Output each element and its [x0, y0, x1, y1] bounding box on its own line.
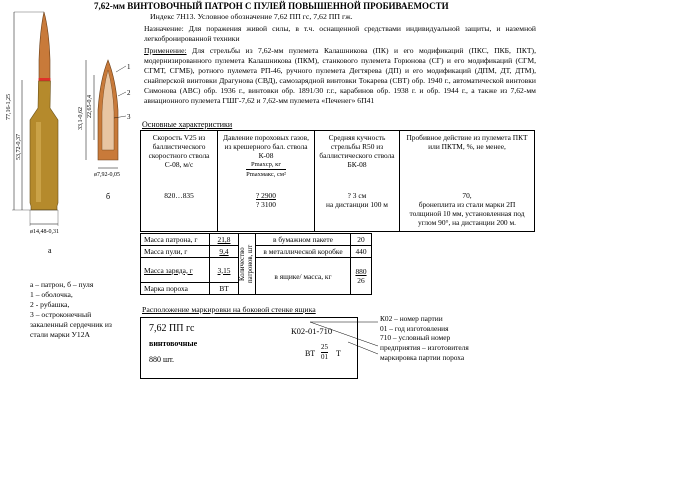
application-label: Применение: [144, 46, 187, 55]
dim-core: 22,65-0,4 [87, 95, 93, 118]
pressure-formula-1: Pmaxср, кг [250, 161, 281, 168]
mass-value: 3,15 [210, 258, 239, 283]
penetration-value-1: 70, [462, 191, 472, 200]
penetration-header: Пробивное действие из пулемета ПКТ или ПКТМ, %, не менее, [400, 131, 535, 190]
mass-table [140, 233, 372, 295]
marking-qty: 880 шт. [149, 355, 175, 364]
specs-table [140, 130, 535, 232]
mass-value: 21,8 [210, 234, 239, 246]
table-row [141, 258, 372, 283]
mass-label: Масса пули, г [141, 246, 210, 258]
qty-label: в бумажном пакете [256, 234, 351, 246]
table-row [141, 246, 372, 258]
document-title: 7,62-мм ВИНТОВОЧНЫЙ ПАТРОН С ПУЛЕЙ ПОВЫШЕННОЙ ПРОБИВАЕМОСТИ [94, 1, 449, 11]
label-a: а [48, 246, 52, 255]
qty-label: в металлической коробке [256, 246, 351, 258]
cartridge-case [30, 81, 58, 210]
mass-label: Масса заряда, г [141, 258, 210, 283]
accuracy-header: Средняя кучность стрельбы R50 из баллистического ствола БК-08 [315, 131, 400, 190]
marking-frac-suffix: Т [336, 349, 341, 358]
speed-value: 820…835 [141, 189, 218, 232]
dim-diameter: ø7,92-0,05 [94, 172, 120, 178]
mass-value: 9,4 [210, 246, 239, 258]
dim-bullet-length: 33,1-0,62 [78, 107, 84, 130]
index-line: Индекс 7Н13. Условное обозначение 7,62 ПП гс, 7,62 ПП гж. [150, 12, 353, 21]
bullet-section-drawing [68, 0, 140, 205]
pointer-lines [300, 318, 390, 366]
marking-code: К02-01-710 [291, 326, 333, 336]
marking-notes: К02 – номер партии 01 – год изготовления 710 – условный номер предприятия – изготовителя [380, 314, 469, 352]
dim-base: ø14,48-0,31 [30, 229, 59, 235]
dim-total: 77,16-1,25 [6, 94, 12, 120]
mass-value: ВТ [210, 283, 239, 295]
qty-value-2: 26 [357, 276, 365, 285]
pressure-value-1: ? 2900 [256, 191, 276, 200]
qty-value [351, 258, 372, 295]
purpose-paragraph [144, 24, 536, 44]
legend: а – патрон, б – пуля 1 – оболочка, 2 - рубашка, 3 – остроконечный закаленный сердечник из стали марки У12А [30, 280, 112, 339]
case-highlight [36, 122, 41, 202]
purpose-label: Назначение: [144, 24, 184, 33]
qty-header-text: Количество патронов, шт [239, 244, 254, 284]
mass-label: Марка пороха [141, 283, 210, 295]
qty-value: 20 [351, 234, 372, 246]
pressure-value-2: ? 3100 [256, 200, 276, 209]
label-b: б [106, 192, 111, 201]
pressure-header-text: Давление пороховых газов, из крешерного бал. ствола К-08 [223, 133, 309, 160]
qty-value-1: 880 [355, 267, 367, 276]
pressure-formula-2: Pmaxмакс, см² [246, 171, 286, 178]
penetration-values [400, 189, 535, 232]
callout-3: 3 [127, 113, 131, 121]
dim-case: 53,72-0,37 [16, 134, 22, 160]
marking-type: винтовочные [149, 339, 198, 348]
mass-label: Масса патрона, г [141, 234, 210, 246]
powder-note: маркировка партии пороха [380, 353, 465, 362]
qty-header [239, 234, 256, 295]
qty-label: в ящике/ масса, кг [256, 258, 351, 295]
marking-powder: ВТ [305, 349, 316, 358]
bullet-tip [39, 12, 50, 80]
speed-header: Скорость V25 из баллистического скоростного ствола С-08, м/с [141, 131, 218, 190]
callout-1: 1 [127, 63, 131, 71]
accuracy-value-1: ? 3 см [347, 191, 367, 200]
pressure-header [218, 131, 315, 190]
red-band [39, 78, 51, 81]
purpose-text: Для поражения живой силы, в т.ч. оснащенной средствами индивидуальной защиты, и наземной легкобронированной техники [144, 24, 536, 43]
application-paragraph [144, 46, 536, 106]
specs-heading: Основные характеристики [142, 120, 233, 129]
marking-name: 7,62 ПП гс [149, 323, 195, 334]
qty-value: 440 [351, 246, 372, 258]
penetration-value-2: бронеплита из стали марки 2П толщиной 10 мм, установленная под углом 90°, на дистанции 200 м. [409, 200, 525, 227]
marking-frac-top: 25 [321, 343, 328, 351]
marking-frac-bottom: 01 [321, 353, 328, 361]
marking-heading: Расположение маркировки на боковой стенке ящика [142, 305, 316, 314]
accuracy-value-2: на дистанции 100 м [326, 200, 388, 209]
callout-2: 2 [127, 89, 131, 97]
table-row [141, 234, 372, 246]
pressure-values [218, 189, 315, 232]
accuracy-values [315, 189, 400, 232]
application-text: Для стрельбы из 7,62-мм пулемета Калашникова (ПК) и его модификаций (ПКС, ПКБ, ПКТ), модернизированного пулемета Калашникова (ПКМ), станкового пулемета Горюнова (СГ) и его модификаций (СГМ, СГМТ, СГМБ), ротного пулемета РП-46, ручного пулемета Дегтярева (ДП) и его модификаций (ДПМ, ДТ, ДТМ), снайперской винтовки Драгунова (СВД), самозарядной винтовки Токарева (СВТ) обр. 1940 г., автоматической винтовки Симонова (АВС) обр. 1936 г., винтовки обр. 1891/30 г.г., карабинов обр. 1938 г. и обр. 1944 г., а также из 7,62-мм авиационного пулемета ГШГ-7,62 и 7,62-мм пулемета «Печенег» 6П41 [144, 46, 536, 105]
